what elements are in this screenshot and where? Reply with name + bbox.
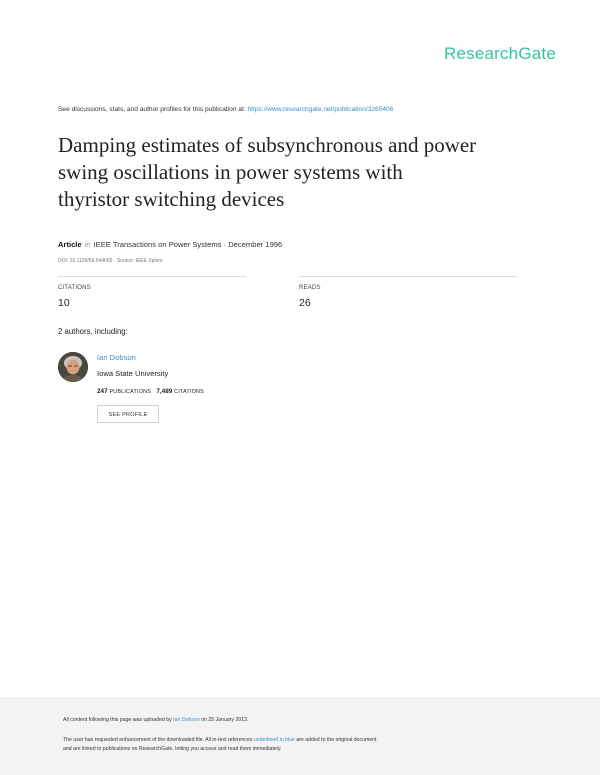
enhancement-post: are added to the original document [294, 737, 377, 743]
article-meta [58, 240, 282, 249]
title-line: swing oscillations in power systems with [58, 160, 403, 184]
doi-line: DOI: 10.1109/59.544665 · Source: IEEE Xplore [58, 258, 163, 264]
journal-name: IEEE Transactions on Power Systems [93, 240, 222, 249]
title-line: thyristor switching devices [58, 187, 285, 211]
enhancement-note [63, 737, 377, 743]
publication-date: · December 1996 [221, 240, 283, 249]
avatar[interactable] [58, 352, 88, 382]
enhancement-pre: The user has requested enhancement of the downloaded file. All in-text references [63, 737, 254, 743]
publication-url-link[interactable]: https://www.researchgate.net/publication/3265406 [247, 106, 394, 113]
author-institution: Iowa State University [97, 369, 169, 378]
article-type: Article [58, 240, 82, 249]
reads-divider [299, 276, 517, 277]
author-citations-label: CITATIONS [174, 389, 204, 395]
citations-label: CITATIONS [58, 285, 91, 291]
reads-value: 26 [299, 297, 311, 309]
researchgate-logo[interactable]: ResearchGate [443, 44, 556, 63]
title-line: Damping estimates of subsynchronous and power [58, 133, 477, 157]
discussion-line [58, 106, 393, 113]
author-photo-icon [58, 352, 88, 382]
authors-heading: 2 authors, including: [58, 327, 128, 336]
linked-note: and are linked to publications on ResearchGate, letting you access and read them immediately. [63, 746, 282, 752]
citations-value: 10 [58, 297, 70, 309]
upload-pre: All content following this page was uploaded by [63, 717, 174, 723]
footer-panel [0, 697, 600, 775]
author-publications-count: 247 [97, 388, 108, 395]
uploader-link[interactable]: Ian Dobson [173, 717, 200, 723]
upload-post: on 25 January 2013. [199, 717, 249, 723]
author-citations-count: 7,489 [156, 388, 173, 395]
underlined-link[interactable]: underlined in blue [253, 737, 295, 743]
citations-divider [58, 276, 246, 277]
page-title [58, 132, 558, 213]
reads-label: READS [299, 285, 321, 291]
see-profile-button[interactable]: SEE PROFILE [97, 405, 159, 423]
upload-note [63, 717, 248, 723]
author-publications-label: PUBLICATIONS [109, 389, 151, 395]
discussion-text: See discussions, stats, and author profiles for this publication at: [58, 106, 248, 113]
author-name-link[interactable]: Ian Dobson [97, 353, 136, 362]
in-word: in [84, 240, 91, 249]
author-stats [97, 388, 204, 395]
